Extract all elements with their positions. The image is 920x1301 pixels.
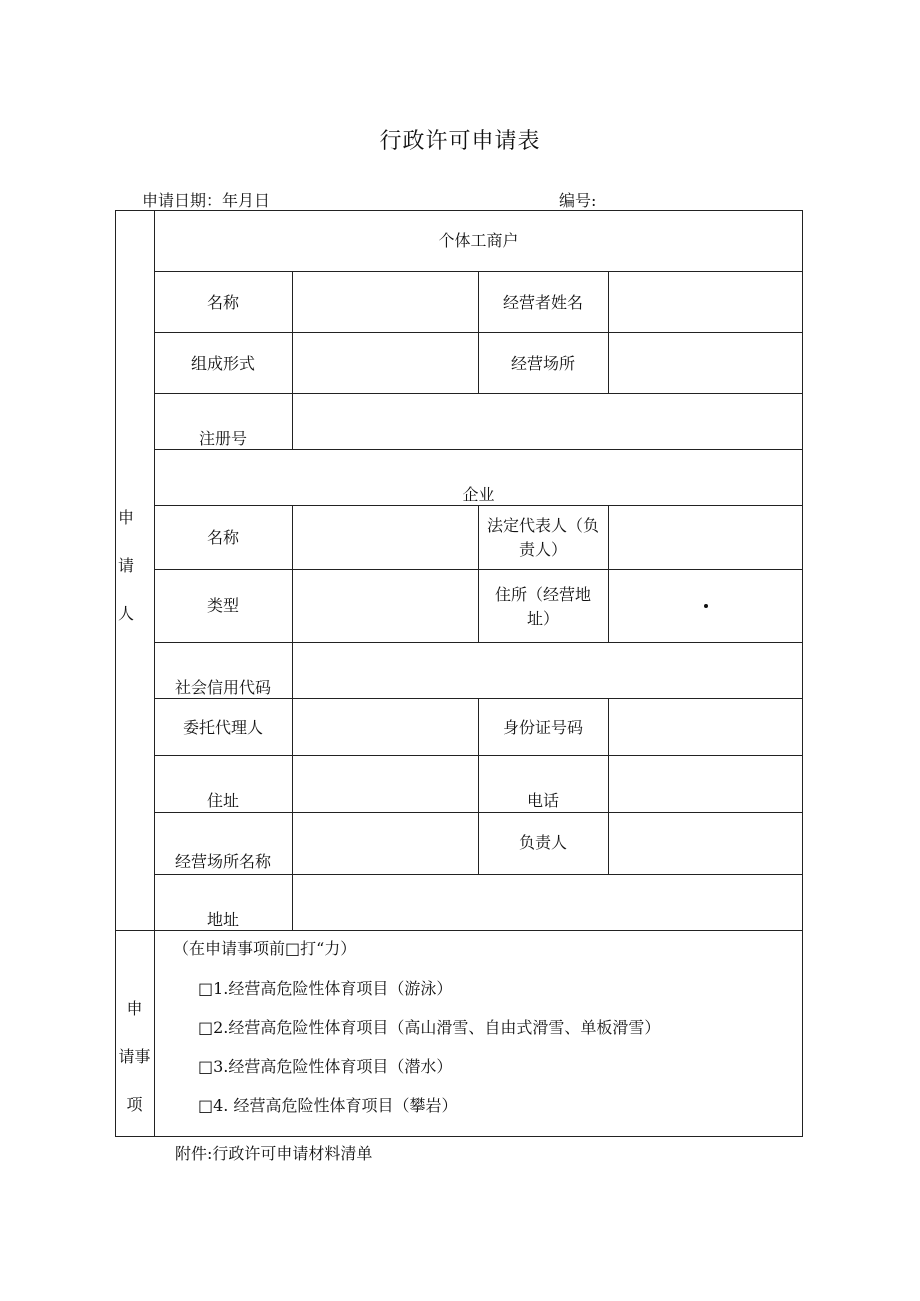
attachment-note: 附件:行政许可申请材料清单 — [175, 1144, 373, 1163]
site-address-label: 地址 — [206, 910, 239, 929]
application-date-label: 申请日期：年月日 — [142, 191, 271, 210]
column-divider — [608, 698, 609, 874]
individual-business-heading: 个体工商户 — [438, 231, 519, 250]
serial-number-label: 编号: — [559, 191, 597, 210]
enterprise-heading: 企业 — [462, 485, 495, 504]
column-divider — [608, 505, 609, 642]
premises-name-label: 经营场所名称 — [174, 852, 271, 871]
column-divider — [292, 505, 293, 930]
row-divider — [154, 393, 803, 394]
legal-representative-label: 法定代表人（负 责人） — [486, 516, 599, 559]
application-items-side-label: 申 请事 项 — [118, 999, 151, 1114]
business-premises-label: 经营场所 — [510, 354, 575, 373]
applicant-side-label: 申 请 人 — [117, 508, 134, 623]
column-divider — [292, 271, 293, 449]
id-number-label: 身份证号码 — [502, 718, 583, 737]
registration-number-label: 注册号 — [198, 429, 247, 448]
domicile-address-label: 住所（经营地 址） — [494, 585, 591, 628]
item-checkbox-climbing[interactable]: □4. 经营高危险性体育项目（攀岩） — [198, 1096, 458, 1115]
enterprise-type-label: 类型 — [206, 596, 239, 615]
social-credit-code-label: 社会信用代码 — [174, 678, 271, 697]
page-title: 行政许可申请表 — [379, 129, 541, 154]
authorized-agent-label: 委托代理人 — [182, 718, 263, 737]
row-divider — [154, 874, 803, 875]
residence-label: 住址 — [206, 791, 239, 810]
phone-label: 电话 — [526, 791, 559, 810]
item-checkbox-diving[interactable]: □3.经营高危险性体育项目（潜水） — [198, 1057, 453, 1076]
side-label-divider — [154, 210, 155, 1137]
individual-name-label: 名称 — [206, 293, 239, 312]
row-divider — [154, 642, 803, 643]
item-checkbox-skiing[interactable]: □2.经营高危险性体育项目（高山滑雪、自由式滑雪、单板滑雪） — [198, 1018, 661, 1037]
person-in-charge-label: 负责人 — [518, 833, 567, 852]
item-checkbox-swimming[interactable]: □1.经营高危险性体育项目（游泳） — [198, 979, 453, 998]
stray-dot-mark — [704, 604, 708, 608]
items-instruction: （在申请事项前□打“力） — [173, 939, 357, 958]
organization-form-label: 组成形式 — [190, 354, 255, 373]
enterprise-name-label: 名称 — [206, 528, 239, 547]
operator-name-label: 经营者姓名 — [502, 293, 583, 312]
column-divider — [608, 271, 609, 393]
